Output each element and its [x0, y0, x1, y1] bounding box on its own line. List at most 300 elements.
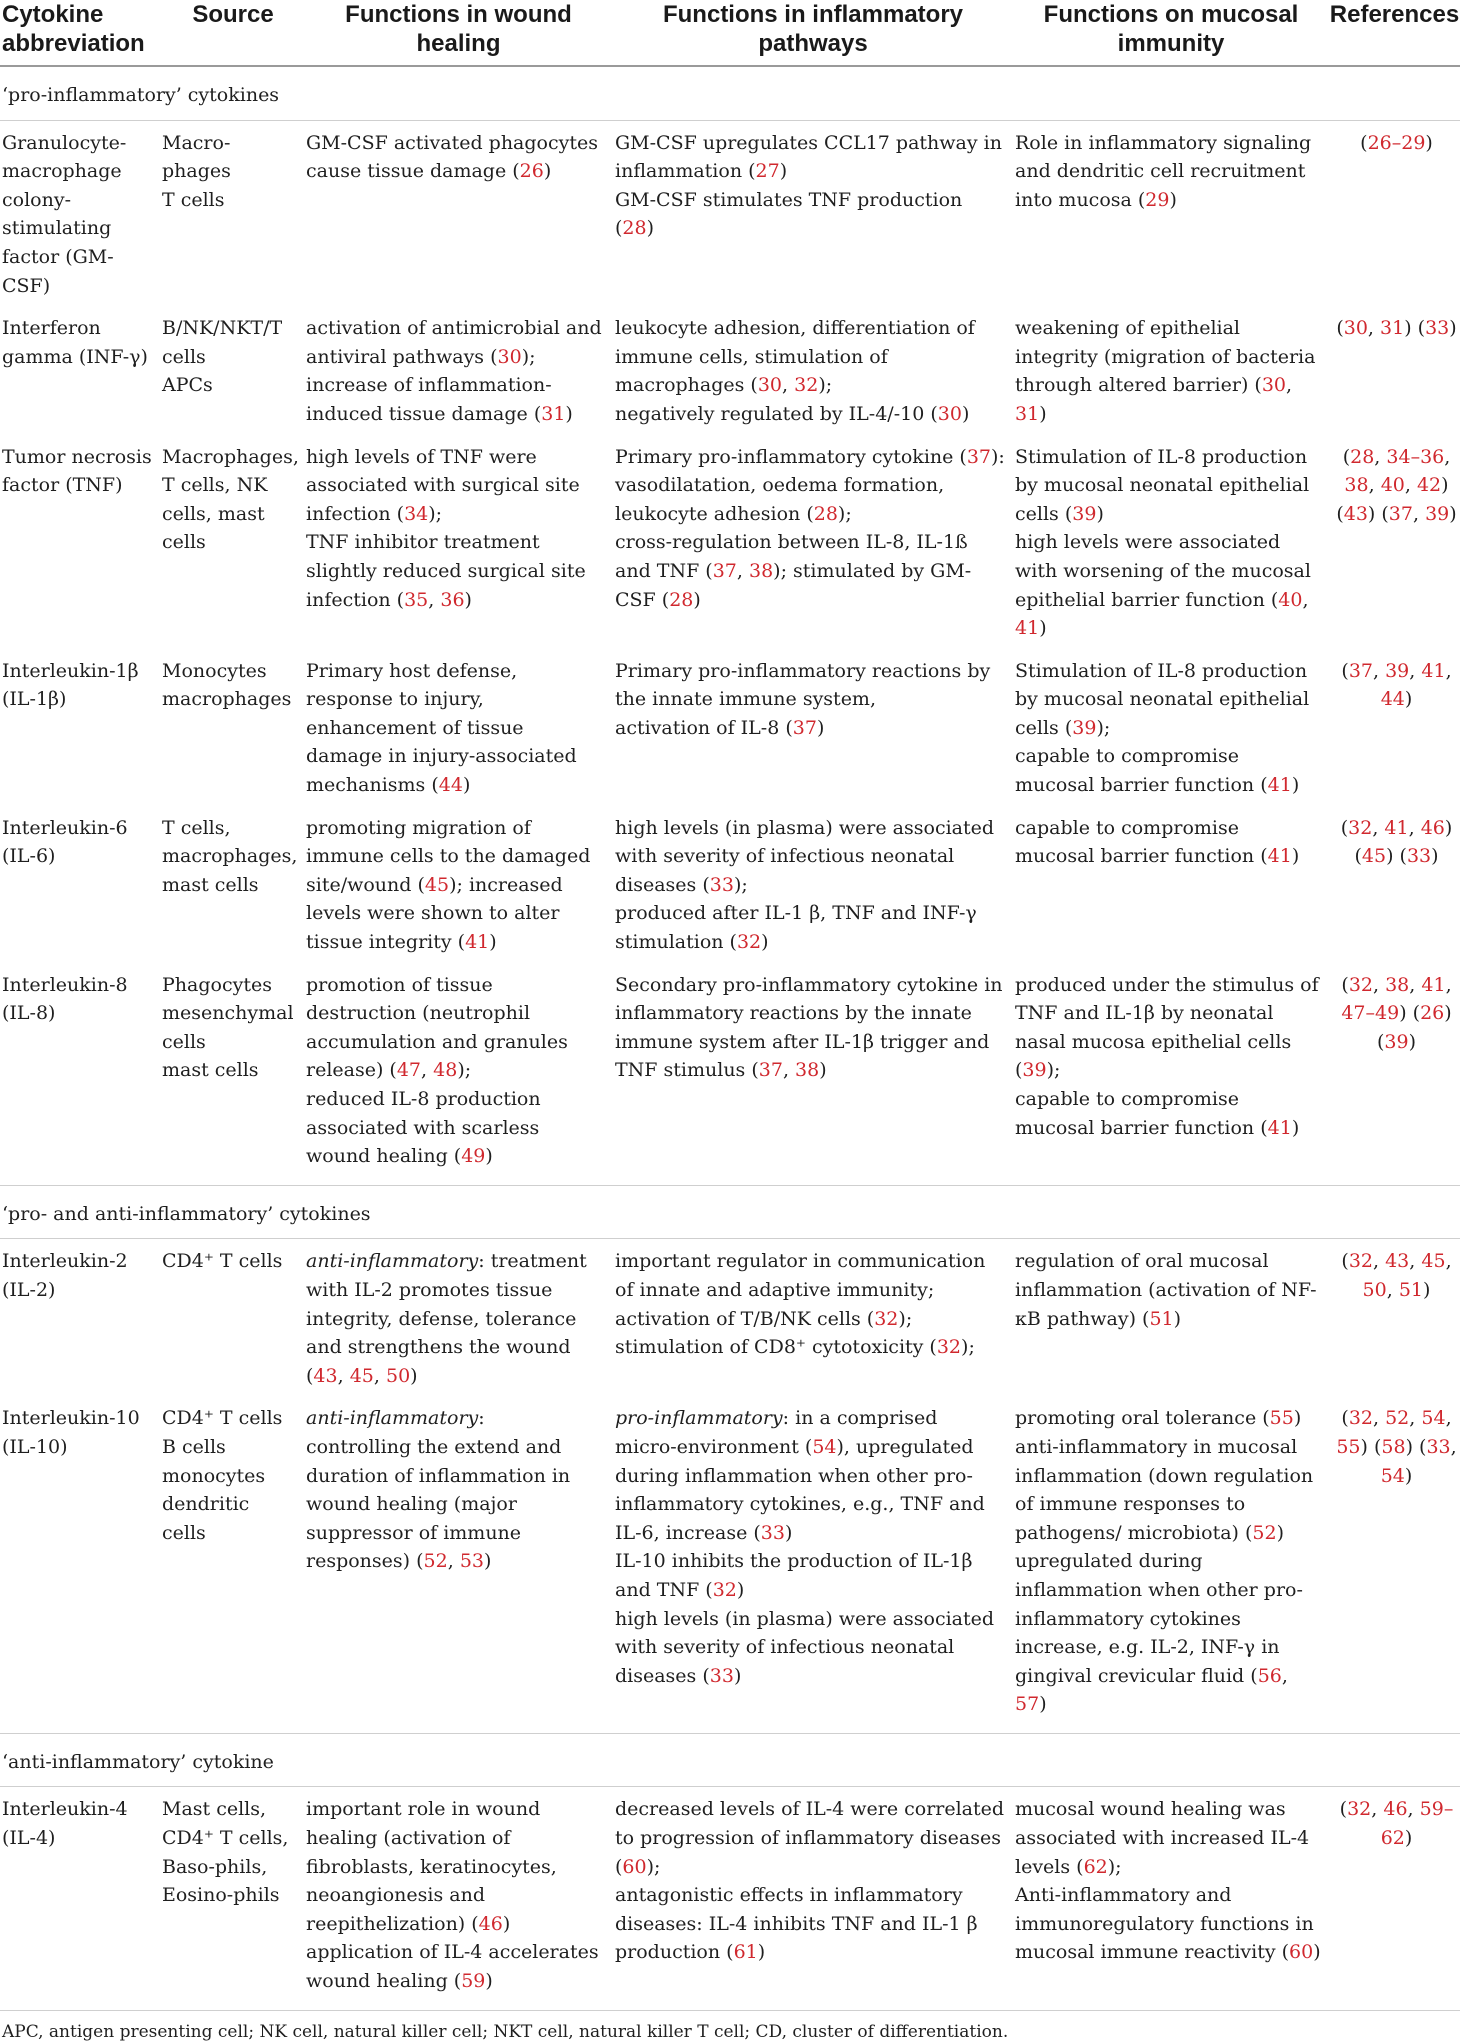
text-run: produced under the stimulus of TNF and IL-1β by neonatal nasal mucosa epithelial cells (: [1015, 973, 1319, 1082]
text-run: ,: [1302, 588, 1309, 611]
citation-link[interactable]: 46: [478, 1912, 503, 1935]
citation-link[interactable]: 32: [1348, 973, 1373, 996]
cell-wound-healing: [304, 1787, 613, 2010]
wound-function-text: [306, 814, 605, 957]
citation-link[interactable]: 39: [1022, 1059, 1047, 1082]
mucosal-function-text: [1015, 1795, 1321, 1881]
citation-link[interactable]: 28: [669, 588, 694, 611]
citation-link[interactable]: 59–62: [1380, 1798, 1454, 1850]
cell-source: [162, 1239, 304, 1396]
citation-link[interactable]: 34: [404, 502, 429, 525]
text-run: (: [1341, 1407, 1349, 1430]
text-run: (: [1342, 445, 1351, 468]
citation-link[interactable]: 39: [1425, 502, 1450, 525]
text-run: );: [1107, 1855, 1122, 1878]
text-run: ) (: [1404, 317, 1426, 340]
citation-link[interactable]: 39: [1072, 716, 1097, 739]
citation-link[interactable]: 30: [1343, 317, 1368, 340]
citation-link[interactable]: 50: [385, 1364, 411, 1387]
cell-mucosal-immunity: [1013, 1396, 1329, 1733]
text-run: ,: [1445, 1250, 1452, 1273]
text-run: ,: [1409, 1250, 1422, 1273]
inflammatory-function-text: [615, 443, 1005, 529]
citation-link[interactable]: 28: [1350, 445, 1375, 468]
text-run: ,: [1372, 816, 1385, 839]
citation-link[interactable]: 51: [1149, 1307, 1174, 1330]
text-run: promoting migration of immune cells to the damaged site/wound (: [306, 816, 591, 896]
text-run: ): [693, 588, 701, 611]
text-run: Secondary pro-inflammatory cytokine in inflammatory reactions by the innate immune system after IL-1β trigger and TNF stimulus (: [615, 973, 1003, 1082]
text-run: high levels (in plasma) were associated with severity of infectious neonatal diseases (: [615, 1607, 995, 1687]
source-line: B/NK/NKT/T cells: [162, 317, 283, 368]
text-run: ) (: [1399, 1002, 1421, 1025]
cell-cytokine-name: Tumor necrosis factor (TNF): [2, 445, 152, 497]
citation-link[interactable]: 37: [712, 559, 737, 582]
text-run: ): [761, 931, 769, 954]
cell-source: [162, 649, 304, 806]
text-run: );: [961, 1336, 975, 1359]
text-run: );: [646, 1855, 661, 1878]
text-run: );: [1096, 716, 1111, 739]
table-row: [0, 649, 1460, 806]
citation-link[interactable]: 42: [1416, 474, 1442, 497]
citation-link[interactable]: 41: [1421, 659, 1446, 682]
text-run: anti-inflammatory: [306, 1250, 479, 1273]
text-run: ): [462, 774, 471, 797]
inflammatory-function-text: [615, 129, 1005, 186]
citation-link[interactable]: 55: [1336, 1435, 1361, 1458]
citation-link[interactable]: 49: [461, 1145, 486, 1168]
citation-link[interactable]: 30: [937, 402, 962, 425]
inflammatory-function-text: [615, 400, 1005, 429]
text-run: : in a comprised micro-environment (: [615, 1407, 938, 1458]
text-run: weakening of epithelial integrity (migration of bacteria through altered barrier) (: [1015, 317, 1316, 397]
citation-link[interactable]: 41: [1015, 617, 1040, 640]
text-run: mucosal wound healing was associated with increased IL-4 levels (: [1015, 1798, 1310, 1878]
citation-link[interactable]: 30: [1261, 374, 1286, 397]
citation-link[interactable]: 57: [1015, 1693, 1040, 1716]
text-run: ) (: [1405, 1435, 1427, 1458]
citation-link[interactable]: 40: [1380, 474, 1405, 497]
cell-source: [162, 963, 304, 1186]
table-row: [0, 1787, 1460, 2010]
citation-link[interactable]: 32: [794, 374, 819, 397]
text-run: );: [818, 374, 833, 397]
citation-link[interactable]: 28: [813, 502, 838, 525]
text-run: ,: [1445, 1407, 1452, 1430]
source-line: Monocytes macrophages: [162, 659, 292, 711]
text-run: high levels (in plasma) were associated with severity of infectious neonatal diseases (: [615, 816, 995, 896]
text-run: high levels of TNF were associated with surgical site infection (: [306, 445, 580, 525]
text-run: activation of antimicrobial and antiviral pathways (: [306, 317, 602, 368]
citation-link[interactable]: 51: [1398, 1278, 1424, 1301]
citation-link[interactable]: 26: [519, 160, 544, 183]
citation-link[interactable]: 38: [795, 1059, 820, 1082]
citation-link[interactable]: 32: [736, 931, 762, 954]
text-run: ): [489, 931, 497, 954]
section-heading-row: [0, 66, 1460, 120]
footnote-row: [0, 2010, 1460, 2043]
text-run: ): [1173, 1307, 1182, 1330]
inflammatory-function-text: [615, 1404, 1005, 1547]
citation-link[interactable]: 32: [874, 1307, 899, 1330]
text-run: ): [1276, 1521, 1285, 1544]
cell-wound-healing: [304, 1396, 613, 1733]
cell-references: [1329, 306, 1460, 434]
text-run: important regulator in communication of innate and adaptive immunity; activation of T/B/NK cells (: [615, 1250, 986, 1330]
citation-link[interactable]: 33: [760, 1521, 785, 1544]
text-run: ) (: [1354, 816, 1453, 868]
inflammatory-function-text: [615, 1881, 1005, 1967]
cell-wound-healing: [304, 649, 613, 806]
cell-source: [162, 1787, 304, 2010]
text-run: Stimulation of IL-8 production by mucosal neonatal epithelial cells (: [1015, 445, 1310, 525]
text-run: ): [1404, 1827, 1413, 1850]
cell-references: [1329, 435, 1460, 649]
wound-function-text: [306, 528, 605, 614]
citation-link[interactable]: 36: [440, 588, 465, 611]
cell-references: [1329, 963, 1460, 1186]
cell-wound-healing: [304, 120, 613, 306]
mucosal-function-text: [1015, 657, 1321, 743]
citation-link[interactable]: 60: [1289, 1941, 1314, 1964]
section-title: ‘pro-inflammatory’ cytokines: [0, 66, 1460, 120]
text-run: capable to compromise mucosal barrier function (: [1015, 745, 1268, 797]
citation-link[interactable]: 47: [396, 1059, 422, 1082]
citation-link[interactable]: 45: [1361, 845, 1387, 868]
text-run: ,: [1373, 1250, 1386, 1273]
citation-link[interactable]: 44: [438, 774, 463, 797]
text-run: : treatment with IL-2 promotes tissue integrity, defense, tolerance and strengthens the wound (: [306, 1250, 587, 1387]
text-run: ,: [421, 1059, 434, 1082]
cell-source: [162, 1396, 304, 1733]
cell-cytokine-name: Interleukin-2 (IL-2): [2, 1250, 128, 1301]
text-run: ): [1404, 1464, 1413, 1487]
mucosal-function-text: [1015, 1404, 1321, 1433]
header-wound-healing: Functions in wound healing: [304, 0, 613, 66]
citation-link[interactable]: 43: [1343, 502, 1368, 525]
text-run: ): [784, 1521, 793, 1544]
citation-link[interactable]: 40: [1278, 588, 1303, 611]
citation-link[interactable]: 32: [1348, 1250, 1373, 1273]
text-run: ,: [782, 374, 795, 397]
text-run: ) (: [1376, 1002, 1452, 1053]
citation-link[interactable]: 33: [1425, 317, 1450, 340]
text-run: );: [457, 1059, 472, 1082]
citation-link[interactable]: 35: [404, 588, 429, 611]
wound-function-text: [306, 657, 605, 800]
cell-references: [1329, 1239, 1460, 1396]
citation-link[interactable]: 58: [1381, 1435, 1406, 1458]
table-row: [0, 120, 1460, 306]
cell-mucosal-immunity: [1013, 120, 1329, 306]
text-run: application of IL-4 accelerates wound healing (: [306, 1941, 599, 1993]
wound-function-text: [306, 371, 605, 428]
mucosal-function-text: [1015, 1247, 1321, 1333]
text-run: Stimulation of IL-8 production by mucosal neonatal epithelial cells (: [1015, 659, 1310, 739]
text-run: (: [1341, 1250, 1349, 1273]
citation-link[interactable]: 46: [1420, 816, 1445, 839]
text-run: controlling the extend and duration of inflammation in wound healing (major suppressor of immune responses) (: [306, 1435, 571, 1573]
cell-source: [162, 306, 304, 434]
cell-inflammatory-pathways: [613, 435, 1013, 649]
citation-link[interactable]: 30: [497, 345, 522, 368]
text-run: ,: [1412, 502, 1426, 525]
text-run: ): [1291, 845, 1300, 868]
text-run: ): [1425, 131, 1433, 154]
cell-wound-healing: [304, 306, 613, 434]
citation-link[interactable]: 38: [1344, 474, 1369, 497]
text-run: ): [543, 160, 552, 183]
text-run: ); increased levels were shown to alter tissue integrity (: [306, 873, 563, 954]
citation-link[interactable]: 37: [758, 1059, 783, 1082]
citation-link[interactable]: 54: [812, 1435, 837, 1458]
citation-link[interactable]: 28: [622, 217, 647, 240]
text-run: ,: [736, 559, 749, 582]
citation-link[interactable]: 41: [465, 931, 490, 954]
citation-link[interactable]: 39: [1072, 502, 1097, 525]
wound-function-text: [306, 1433, 605, 1576]
inflammatory-function-text: [615, 186, 1005, 243]
cell-cytokine-name: Granulocyte-macrophage colony-stimulating factor (GM-CSF): [2, 131, 127, 297]
text-run: (: [1341, 973, 1349, 996]
citation-link[interactable]: 34–36: [1386, 445, 1445, 468]
citation-link[interactable]: 47–49: [1341, 1002, 1400, 1025]
cell-mucosal-immunity: [1013, 963, 1329, 1186]
citation-link[interactable]: 32: [1348, 816, 1373, 839]
text-run: ); stimulated by GM-CSF (: [615, 559, 972, 611]
wound-function-text: [306, 971, 605, 1085]
text-run: ): [485, 1970, 493, 1993]
citation-link[interactable]: 46: [1383, 1798, 1408, 1821]
citation-link[interactable]: 56: [1257, 1664, 1282, 1687]
text-run: IL-10 inhibits the production of IL-1β and TNF (: [615, 1550, 973, 1601]
citation-link[interactable]: 29: [1145, 188, 1170, 211]
text-run: ): [1293, 1407, 1302, 1430]
citation-link[interactable]: 37: [792, 716, 817, 739]
text-run: ): [1449, 502, 1457, 525]
citation-link[interactable]: 60: [622, 1855, 647, 1878]
mucosal-function-text: [1015, 1433, 1321, 1547]
citation-link[interactable]: 61: [733, 1941, 758, 1964]
text-run: ,: [1407, 1798, 1420, 1821]
cell-references: [1329, 1787, 1460, 2010]
citation-link[interactable]: 62: [1083, 1855, 1108, 1878]
mucosal-function-text: [1015, 443, 1321, 529]
text-run: produced after IL-1 β, TNF and INF-γ stimulation (: [615, 902, 977, 954]
cell-source: [162, 435, 304, 649]
citation-link[interactable]: 38: [1385, 973, 1410, 996]
citation-link[interactable]: 32: [936, 1336, 962, 1359]
citation-link[interactable]: 54: [1380, 1464, 1405, 1487]
text-run: GM-CSF stimulates TNF production (: [615, 188, 963, 240]
header-cytokine-abbreviation: Cytokine abbreviation: [0, 0, 162, 66]
text-run: ): [502, 1912, 511, 1935]
citation-link[interactable]: 53: [459, 1550, 484, 1573]
citation-link[interactable]: 37: [1348, 659, 1373, 682]
text-run: decreased levels of IL-4 were correlated to progression of inflammatory diseases (: [615, 1798, 1005, 1878]
citation-link[interactable]: 43: [313, 1364, 338, 1387]
cell-inflammatory-pathways: [613, 120, 1013, 306]
citation-link[interactable]: 41: [1421, 973, 1446, 996]
text-run: ): [1039, 402, 1047, 425]
text-run: Primary pro-inflammatory reactions by the innate immune system,: [615, 659, 991, 711]
citation-link[interactable]: 27: [755, 160, 780, 183]
text-run: ): [819, 1059, 827, 1082]
mucosal-function-text: [1015, 1547, 1321, 1719]
table-header: [0, 0, 1460, 66]
citation-link[interactable]: 32: [1347, 1798, 1372, 1821]
citation-link[interactable]: 33: [1426, 1435, 1451, 1458]
text-run: ,: [1373, 659, 1386, 682]
source-line: CD4⁺ T cells: [162, 1250, 283, 1273]
text-run: (: [1339, 1798, 1348, 1821]
citation-link[interactable]: 31: [1015, 402, 1040, 425]
text-run: ,: [782, 1059, 796, 1082]
text-run: ,: [447, 1550, 460, 1573]
source-line: Macrophages, T cells, NK cells, mast cells: [162, 445, 299, 554]
text-run: ): [464, 588, 472, 611]
text-run: ), upregulated during inflammation when other pro-inflammatory cytokines, e.g., TNF and IL-6, increase (: [615, 1435, 985, 1544]
citation-link[interactable]: 26–29: [1367, 131, 1426, 154]
table-footnote: APC, antigen presenting cell; NK cell, natural killer cell; NKT cell, natural killer T cell; CD, cluster of differentiation.: [0, 2010, 1460, 2043]
wound-function-text: [306, 1085, 605, 1171]
table-row: [0, 435, 1460, 649]
header-references: References: [1329, 0, 1460, 66]
citation-link[interactable]: 41: [1267, 774, 1292, 797]
text-run: important role in wound healing (activation of fibroblasts, keratinocytes, neoangionesis and reepithelization) (: [306, 1798, 557, 1935]
text-run: ,: [1374, 445, 1387, 468]
text-run: ,: [1450, 1435, 1457, 1458]
citation-link[interactable]: 54: [1421, 1407, 1446, 1430]
citation-link[interactable]: 45: [1421, 1250, 1446, 1273]
inflammatory-function-text: [615, 971, 1005, 1085]
text-run: ): [1291, 774, 1300, 797]
text-run: activation of IL-8 (: [615, 716, 793, 739]
text-run: ): [1408, 1030, 1417, 1053]
citation-link[interactable]: 43: [1385, 1250, 1410, 1273]
citation-link[interactable]: 37: [1388, 502, 1413, 525]
inflammatory-function-text: [615, 1547, 1005, 1604]
citation-link[interactable]: 38: [748, 559, 774, 582]
text-run: ): [1096, 502, 1104, 525]
text-run: GM-CSF activated phagocytes cause tissue damage (: [306, 131, 598, 183]
text-run: ,: [1367, 317, 1381, 340]
mucosal-function-text: [1015, 742, 1321, 799]
text-run: Role in inflammatory signaling and dendritic cell recruitment into mucosa (: [1015, 131, 1312, 211]
citation-link[interactable]: 32: [712, 1578, 737, 1601]
citation-link[interactable]: 37: [966, 445, 992, 468]
citation-link[interactable]: 45: [349, 1364, 374, 1387]
cell-inflammatory-pathways: [613, 806, 1013, 963]
citation-link[interactable]: 33: [709, 873, 734, 896]
text-run: ): [1431, 845, 1439, 868]
cell-mucosal-immunity: [1013, 1787, 1329, 2010]
citation-link[interactable]: 55: [1269, 1407, 1294, 1430]
citation-link[interactable]: 31: [541, 402, 566, 425]
text-run: Primary host defense, response to injury, enhancement of tissue damage in injury-associated mechanisms (: [306, 659, 577, 797]
text-run: increase of inflammation-induced tissue damage (: [306, 374, 552, 425]
text-run: ): [1291, 1116, 1300, 1139]
table-row: [0, 806, 1460, 963]
citation-link[interactable]: 52: [423, 1550, 448, 1573]
source-line: monocytes: [162, 1464, 266, 1487]
text-run: ): [646, 217, 655, 240]
citation-link[interactable]: 33: [1406, 845, 1432, 868]
text-run: ): vasodilatation, oedema formation, leukocyte adhesion (: [615, 445, 1005, 525]
text-run: ): [1404, 688, 1413, 711]
cell-cytokine-name: Interleukin-1β (IL-1β): [2, 659, 139, 711]
cell-inflammatory-pathways: [613, 963, 1013, 1186]
text-run: anti-inflammatory in mucosal inflammation (down regulation of immune responses to pathogens/ microbiota) (: [1015, 1435, 1314, 1544]
citation-link[interactable]: 41: [1267, 1116, 1292, 1139]
text-run: ,: [1368, 474, 1381, 497]
citation-link[interactable]: 39: [1385, 659, 1410, 682]
header-source: Source: [162, 0, 304, 66]
citation-link[interactable]: 41: [1384, 816, 1409, 839]
text-run: ,: [1408, 816, 1421, 839]
text-run: ,: [1373, 1407, 1386, 1430]
cell-cytokine-name: Interleukin-4 (IL-4): [2, 1798, 128, 1850]
text-run: ,: [1409, 1407, 1422, 1430]
citation-link[interactable]: 50: [1362, 1278, 1387, 1301]
citation-link[interactable]: 48: [433, 1059, 458, 1082]
section-title: ‘anti-inflammatory’ cytokine: [0, 1733, 1460, 1787]
cell-source: [162, 806, 304, 963]
citation-link[interactable]: 59: [461, 1970, 486, 1993]
inflammatory-function-text: [615, 714, 1005, 743]
citation-link[interactable]: 30: [757, 374, 783, 397]
text-run: upregulated during inflammation when other pro-inflammatory cytokines increase, e.g. IL-2, INF-γ in gingival crevicular fluid (: [1015, 1550, 1303, 1687]
source-line: T cells: [162, 188, 225, 211]
text-run: ,: [1445, 659, 1452, 682]
text-run: );: [837, 502, 852, 525]
text-run: high levels were associated with worsening of the mucosal epithelial barrier function (: [1015, 531, 1311, 611]
citation-link[interactable]: 52: [1385, 1407, 1410, 1430]
cell-inflammatory-pathways: [613, 649, 1013, 806]
text-run: cross-regulation between IL-8, IL-1ß and TNF (: [615, 531, 968, 582]
text-run: promoting oral tolerance (: [1015, 1407, 1270, 1430]
citation-link[interactable]: 32: [1348, 1407, 1373, 1430]
citation-link[interactable]: 33: [709, 1664, 734, 1687]
citation-link[interactable]: 52: [1252, 1521, 1277, 1544]
text-run: ,: [373, 1364, 386, 1387]
citation-link[interactable]: 41: [1267, 845, 1292, 868]
citation-link[interactable]: 39: [1384, 1030, 1409, 1053]
citation-link[interactable]: 26: [1420, 1002, 1445, 1025]
text-run: ,: [1404, 474, 1417, 497]
text-run: ,: [1386, 1278, 1399, 1301]
inflammatory-function-text: [615, 528, 1005, 614]
citation-link[interactable]: 44: [1380, 688, 1405, 711]
table-row: [0, 1239, 1460, 1396]
source-line: APCs: [162, 374, 213, 397]
inflammatory-function-text: [615, 1795, 1005, 1881]
text-run: ,: [1286, 374, 1293, 397]
text-run: (: [1360, 131, 1368, 154]
inflammatory-function-text: [615, 1247, 1005, 1361]
section-heading-row: [0, 1733, 1460, 1787]
text-run: ): [1169, 188, 1177, 211]
text-run: ) (: [1367, 502, 1389, 525]
cell-cytokine-name: Interleukin-8 (IL-8): [2, 973, 128, 1025]
text-run: ): [733, 1664, 742, 1687]
text-run: ): [1313, 1941, 1321, 1964]
text-run: ,: [1371, 1798, 1384, 1821]
citation-link[interactable]: 31: [1380, 317, 1405, 340]
citation-link[interactable]: 45: [424, 873, 450, 896]
text-run: :: [478, 1407, 485, 1430]
